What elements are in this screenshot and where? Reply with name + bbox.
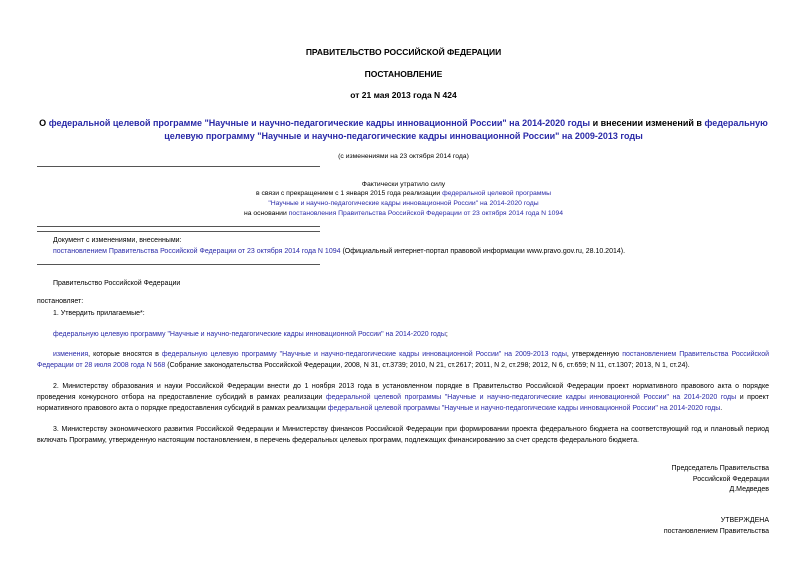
changes-label: Документ с изменениями, внесенными: bbox=[53, 237, 182, 244]
divider bbox=[37, 264, 320, 265]
changes-line bbox=[53, 248, 625, 255]
document-type: ПОСТАНОВЛЕНИЕ bbox=[364, 69, 443, 79]
item-1a bbox=[53, 331, 448, 338]
lapsed-program-link[interactable]: федеральной целевой программы bbox=[442, 190, 551, 197]
item-1b-text-2: , утвержденную bbox=[566, 351, 620, 358]
item-2-text-3: . bbox=[720, 405, 723, 412]
item-1: 1. Утвердить прилагаемые*: bbox=[53, 310, 145, 317]
title-link-program-2009-part1[interactable]: федеральную bbox=[704, 118, 768, 128]
signature-title-1: Председатель Правительства bbox=[671, 465, 769, 472]
item-1b-text-1: , которые вносятся в bbox=[88, 351, 159, 358]
item-2-program-link-2[interactable]: федеральной целевой программы "Научные и научно-педагогические кадры инновационной России" на 2014-2020 годы bbox=[327, 405, 721, 412]
divider bbox=[37, 166, 320, 167]
title-link-program-2014[interactable]: федеральной целевой программе "Научные и научно-педагогические кадры инновационной России" на 2014-2020 годы bbox=[48, 118, 591, 128]
item-1a-end: ; bbox=[445, 331, 448, 338]
government-subject: Правительство Российской Федерации bbox=[53, 280, 181, 287]
lapsed-program-name-link[interactable]: "Научные и научно-педагогические кадры инновационной России" на 2014-2020 годы bbox=[268, 200, 539, 207]
signature-name: Д.Медведев bbox=[729, 486, 769, 493]
lapsed-basis-text: на основании bbox=[243, 210, 287, 217]
item-1b-text-3: (Собрание законодательства Российской Федерации, 2008, N 31, ст.3739; 2010, N 21, ст.2617; 2011, N 2, ст.298; 2012, N 6, ст.659; N 11, ст.1307; 2013, N 1, ст.24). bbox=[167, 362, 690, 369]
lapsed-line-1: Фактически утратило силу bbox=[361, 181, 446, 188]
signature-title-2: Российской Федерации bbox=[692, 476, 769, 483]
item-1a-program-link[interactable]: федеральную целевую программу "Научные и научно-педагогические кадры инновационной России" на 2014-2020 годы bbox=[53, 331, 446, 338]
lapsed-line-2-text: в связи с прекращением с 1 января 2015 года реализации bbox=[255, 190, 441, 197]
item-2-text-1: 2. Министерству образования и науки Российской Федерации внести до 1 ноября 2013 года в установленном порядке в Правительство Российской Федерации проект нормативного правового акта о порядке проведения конкурсного отбора на предоставление субсидий в рамках реализации bbox=[37, 383, 769, 401]
amendment-note: (с изменениями на 23 октября 2014 года) bbox=[338, 153, 469, 160]
item-1b-paragraph bbox=[37, 349, 769, 371]
lapsed-decree-link[interactable]: постановления Правительства Российской Федерации от 23 октября 2014 года N 1094 bbox=[288, 210, 564, 217]
approved-by: постановлением Правительства bbox=[663, 528, 769, 535]
document-date-number: от 21 мая 2013 года N 424 bbox=[350, 90, 457, 100]
government-heading: ПРАВИТЕЛЬСТВО РОССИЙСКОЙ ФЕДЕРАЦИИ bbox=[305, 47, 502, 57]
title-link-program-2009-part2[interactable]: целевую программу "Научные и научно-педагогические кадры инновационной России" на 2009-2013 годы bbox=[164, 131, 643, 141]
divider bbox=[37, 226, 320, 227]
item-1b-changes-link[interactable]: изменения bbox=[53, 351, 89, 358]
item-1b-decree-568-link[interactable]: постановлением Правительства Российской Федерации от 28 июля 2008 года N 568 bbox=[37, 351, 769, 369]
item-3-paragraph: 3. Министерству экономического развития Российской Федерации и Министерству финансов Российской Федерации при формировании проекта федерального бюджета на соответствующий год и плановый период включать Программу, утвержденную настоящим постановлением, в перечень федеральных целевых программ, подлежащих финансированию за счет средств федерального бюджета. bbox=[37, 426, 769, 444]
item-2-program-link-1[interactable]: федеральной целевой программы "Научные и научно-педагогические кадры инновационной России" на 2014-2020 годы bbox=[325, 394, 737, 401]
document-title-line-2 bbox=[0, 131, 807, 141]
changes-decree-link[interactable]: постановлением Правительства Российской Федерации от 23 октября 2014 года N 1094 bbox=[53, 248, 341, 255]
changes-source: (Официальный интернет-портал правовой информации www.pravo.gov.ru, 28.10.2014). bbox=[342, 248, 626, 255]
document-title-line-1 bbox=[0, 118, 807, 128]
approved-label: УТВЕРЖДЕНА bbox=[720, 517, 769, 524]
item-1b-program-2009-link[interactable]: федеральную целевую программу "Научные и научно-педагогические кадры инновационной России" на 2009-2013 годы bbox=[161, 351, 567, 358]
lapsed-line-4 bbox=[0, 209, 807, 218]
lapsed-line-2 bbox=[0, 189, 807, 198]
title-middle: и внесении изменений в bbox=[592, 118, 702, 128]
decrees-word: постановляет: bbox=[37, 298, 84, 305]
item-2-paragraph bbox=[37, 381, 769, 414]
title-prefix: О bbox=[39, 118, 47, 128]
divider bbox=[37, 231, 320, 232]
item-2-text-2: и проект нормативного правового акта о порядке предоставления субсидий в рамках реализации bbox=[37, 394, 769, 412]
